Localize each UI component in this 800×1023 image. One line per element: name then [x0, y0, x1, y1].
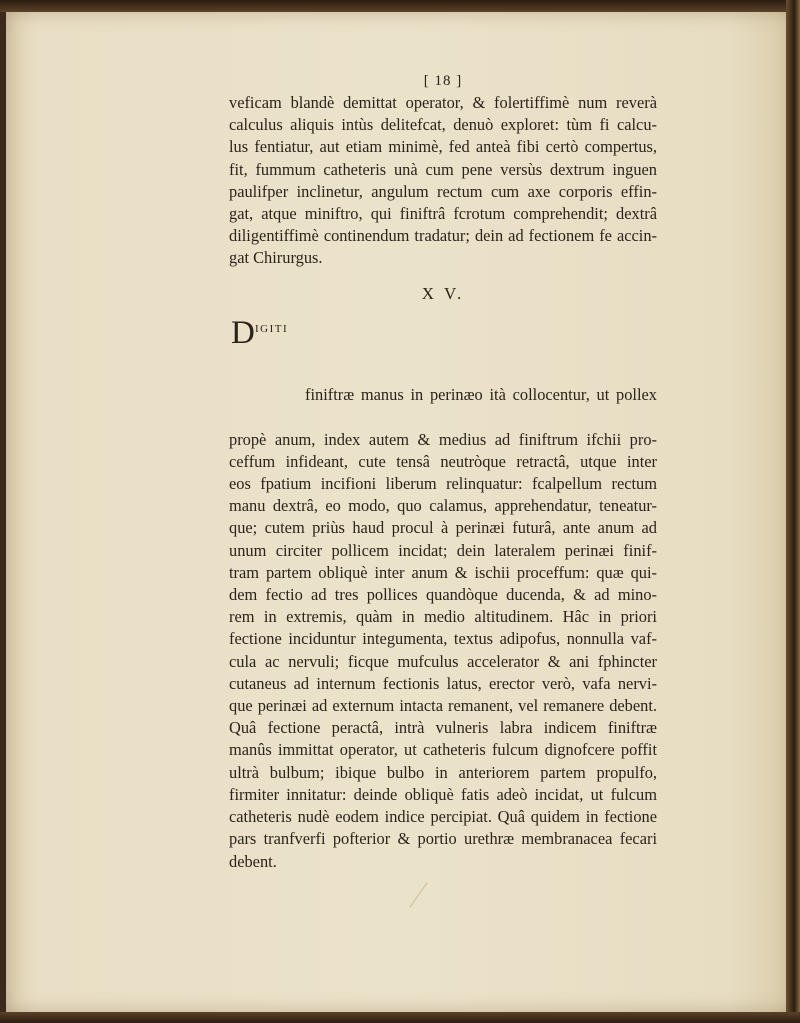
drop-initial: D	[231, 314, 255, 351]
page-text	[229, 70, 657, 873]
paragraph-2	[229, 314, 657, 873]
text-line: unum circiter pollicem incidat; dein lateralem perinæi finif-	[229, 540, 657, 560]
book-top-edge	[0, 0, 800, 12]
text-line: ultrà bulbum; ibique bulbo in anteriorem partem propulfo,	[229, 762, 657, 782]
text-line: pars tranfverfi pofterior & portio urethræ membranacea fecari	[229, 829, 657, 849]
text-line: debent.	[229, 851, 277, 871]
book-bottom-edge	[0, 1012, 800, 1023]
text-line: veficam blandè demittat operator, & folertiffimè num reverà	[229, 93, 657, 112]
opening-smallcaps: IGITI	[255, 322, 289, 335]
text-line: propè anum, index autem & medius ad finiftrum ifchii pro-	[229, 429, 657, 449]
text-line: diligentiffimè continendum tradatur; dein ad fectionem fe accin-	[229, 226, 657, 246]
text-line: catheteris nudè eodem indice percipiat. Quâ quidem in fectione	[229, 807, 657, 827]
text-line: Quâ fectione peractâ, intrà vulneris labra indicem finiftræ	[229, 718, 657, 738]
text-line: rem in extremis, quàm in medio altitudinem. Hâc in priori	[229, 607, 657, 627]
text-line: paulifper inclinetur, angulum rectum cum axe corporis effin-	[229, 181, 657, 201]
text-line: gat, atque miniftro, qui finiftrâ fcrotum comprehendit; dextrâ	[229, 204, 657, 224]
text-line: eos fpatium incifioni liberum relinquatur: fcalpellum rectum	[229, 474, 657, 494]
section-heading: X V.	[421, 283, 465, 303]
book-binding-edge	[786, 0, 800, 1023]
text-line: manu dextrâ, eo modo, quo calamus, apprehendatur, teneatur-	[229, 496, 657, 516]
text-line: cula ac nervuli; ficque mufculus accelerator & ani fphincter	[229, 651, 657, 671]
text-line: firmiter innitatur: deinde obliquè fatis adeò incidat, ut fulcum	[229, 784, 657, 804]
text-line: finiftræ manus in perinæo ità collocentur, ut pollex	[305, 385, 657, 405]
text-line: dem fectio ad tres pollices quandòque ducenda, & ad mino-	[229, 585, 657, 605]
text-line: fit, fummum catheteris unà cum pene versùs dextrum inguen	[229, 159, 657, 179]
text-line: fectione inciduntur integumenta, textus adipofus, nonnulla vaf-	[229, 629, 657, 649]
text-line: cutaneus ad internum fectionis latus, erector verò, vafa nervi-	[229, 673, 657, 693]
text-line: manûs immittat operator, ut catheteris fulcum dignofcere poffit	[229, 740, 657, 760]
text-line: que perinæi ad externum intacta remanent, vel remanere debent.	[229, 696, 657, 716]
page-number: [ 18 ]	[423, 73, 463, 89]
text-line: lus fentiatur, aut etiam minimè, fed anteà fibi certò compertus,	[229, 137, 657, 157]
text-line: gat Chirurgus.	[229, 248, 323, 268]
text-line: que; cutem priùs haud procul à perinæi futurâ, ante anum ad	[229, 518, 657, 538]
paragraph-1	[229, 92, 657, 270]
text-line: ceffum infideant, cute tensâ neutròque retractâ, utque inter	[229, 451, 657, 471]
text-line: tram partem obliquè inter anum & ischii proceffum: quæ qui-	[229, 562, 657, 582]
text-line: calculus aliquis intùs delitefcat, denuò exploret: tùm fi calcu-	[229, 115, 657, 135]
